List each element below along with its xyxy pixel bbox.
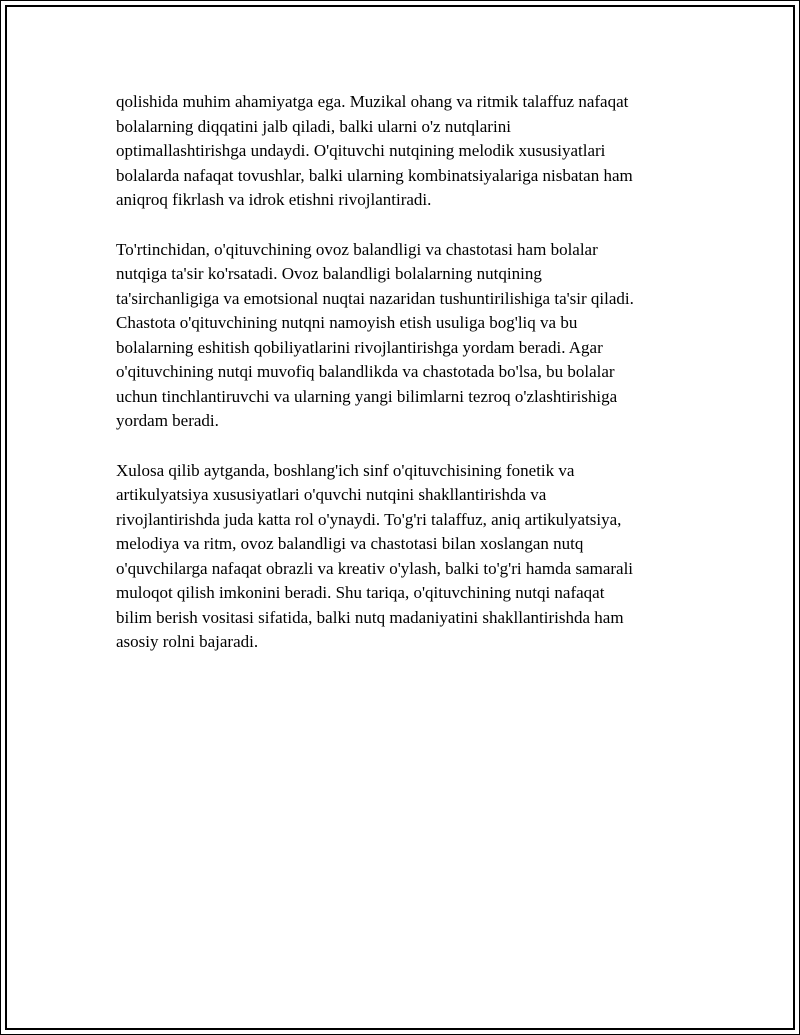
text-line: o'quvchilarga nafaqat obrazli va kreativ o'ylash, balki to'g'ri hamda samarali [116,558,634,578]
text-line: artikulyatsiya xususiyatlari o'quvchi nutqini shakllantirishda va [116,485,547,504]
text-line: ta'sirchanligiga va emotsional nuqtai nazaridan tushuntirilishiga ta'sir qiladi. [116,288,634,308]
paragraph-2 [116,238,686,434]
text-line: rivojlantirishda juda katta rol o'ynaydi. To'g'ri talaffuz, aniq artikulyatsiya, [116,509,622,529]
text-line: aniqroq fikrlash va idrok etishni rivojlantiradi. [116,190,432,209]
text-line: bilim berish vositasi sifatida, balki nutq madaniyatini shakllantirishda ham [116,607,624,627]
text-line: Xulosa qilib aytganda, boshlang'ich sinf o'qituvchisining fonetik va [116,460,575,480]
text-line: bolalarda nafaqat tovushlar, balki ularning kombinatsiyalariga nisbatan ham [116,165,633,185]
paragraph-1 [116,90,686,213]
text-line: yordam beradi. [116,411,219,430]
text-line: To'rtinchidan, o'qituvchining ovoz balandligi va chastotasi ham bolalar [116,239,598,259]
text-line: bolalarning diqqatini jalb qiladi, balki ularni o'z nutqlarini [116,116,511,136]
paragraph-3 [116,459,686,655]
document-body [116,90,686,680]
text-line: muloqot qilish imkonini beradi. Shu tariqa, o'qituvchining nutqi nafaqat [116,583,605,602]
text-line: Chastota o'qituvchining nutqni namoyish etish usuliga bog'liq va bu [116,313,578,332]
text-line: melodiya va ritm, ovoz balandligi va chastotasi bilan xoslangan nutq [116,534,584,553]
text-line: o'qituvchining nutqi muvofiq balandlikda va chastotada bo'lsa, bu bolalar [116,362,615,381]
text-line: optimallashtirishga undaydi. O'qituvchi nutqining melodik xususiyatlari [116,141,606,160]
text-line: uchun tinchlantiruvchi va ularning yangi bilimlarni tezroq o'zlashtirishiga [116,386,618,406]
text-line: qolishida muhim ahamiyatga ega. Muzikal ohang va ritmik talaffuz nafaqat [116,92,629,111]
text-line: asosiy rolni bajaradi. [116,632,259,651]
text-line: nutqiga ta'sir ko'rsatadi. Ovoz balandligi bolalarning nutqining [116,264,542,283]
text-line: bolalarning eshitish qobiliyatlarini rivojlantirishga yordam beradi. Agar [116,337,603,357]
